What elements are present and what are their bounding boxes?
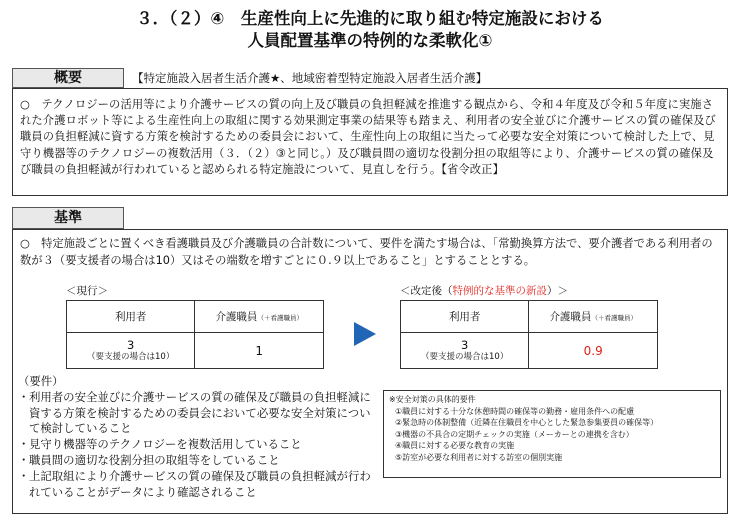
revised-staff-header: 介護職員（＋看護職員） — [529, 301, 658, 333]
requirement-item: ・ 職員間の適切な役割分担の取組等をしていること — [18, 452, 280, 467]
standard-tag: 基準 — [12, 207, 124, 229]
requirement-item: ・ 上記取組により介護サービスの質の確保及び職員の負担軽減が行われていることがデータにより確認されること — [18, 468, 371, 499]
safety-item: ④職員に対する必要な教育の実施 — [395, 441, 515, 451]
title-line-2: 人員配置基準の特例的な柔軟化① — [247, 31, 493, 50]
current-staff-header: 介護職員（＋看護職員） — [195, 301, 324, 333]
title-line-1: ３．（２）④ 生産性向上に先進的に取り組む特定施設における — [136, 9, 604, 28]
safety-item: ③機器の不具合の定期チェックの実施（メーカーとの連携を含む） — [395, 429, 634, 439]
overview-tag: 概要 — [12, 68, 124, 88]
revised-users-header: 利用者 — [401, 301, 529, 333]
safety-measures-box — [383, 390, 721, 478]
page-title — [0, 8, 740, 52]
requirements-heading: （要件） — [18, 374, 64, 388]
revised-users-value: 3 （要支援の場合は10） — [401, 333, 529, 369]
requirements-list — [18, 374, 373, 500]
safety-item: ②緊急時の体制整備（近隣在住職員を中心とした緊急参集要員の確保等） — [395, 418, 659, 428]
current-users-value: 3 （要支援の場合は10） — [67, 333, 195, 369]
safety-heading: ※安全対策の具体的要件 — [389, 395, 476, 404]
current-users-header: 利用者 — [67, 301, 195, 333]
safety-item: ⑤訪室が必要な利用者に対する訪室の個別実施 — [395, 452, 563, 462]
revised-label: ＜改定後（特例的な基準の新設）＞ — [400, 285, 568, 297]
standard-text: ○ 特定施設ごとに置くべき看護職員及び介護職員の合計数について、要件を満たす場合は、「常勤換算方法で、要介護者である利用者の数が３（要支援者の場合は10）又はその端数を増すごとに０.９以上であること」とすることとする。 — [20, 237, 713, 267]
revised-staff-value: 0.9 — [529, 333, 658, 369]
revised-ratio-table — [400, 300, 658, 369]
overview-text: ○ テクノロジーの活用等により介護サービスの質の向上及び職員の負担軽減を推進する観点から、令和４年度及び令和５年度に実施された介護ロボット等による生産性向上の取組に関する効果測定事業の結果等も踏まえ、利用者の安全並びに介護サービスの質の確保及び職員の負担軽減に資する方策を検討するための委員会において、生産性向上の取組に当たって必要な安全対策について検討した上で、見守り機器等のテクノロジーの複数活用（３．（２）③と同じ。）及び職員間の適切な役割分担の取組等により、介護サービスの質の確保及び職員の負担軽減が行われていると認められる特定施設について、見直しを行う。【省令改正】 — [20, 98, 716, 176]
right-arrow-icon — [354, 322, 376, 346]
current-staff-value: 1 — [195, 333, 324, 369]
requirement-item: ・ 見守り機器等のテクノロジーを複数活用していること — [18, 437, 302, 452]
service-categories: 【特定施設入居者生活介護★、地域密着型特定施設入居者生活介護】 — [132, 71, 488, 85]
current-label: ＜現行＞ — [66, 285, 108, 297]
current-ratio-table — [66, 300, 324, 369]
requirement-item: ・ 利用者の安全並びに介護サービスの質の確保及び職員の負担軽減に資する方策を検討するための委員会において必要な安全対策について検討していること — [18, 389, 371, 436]
safety-item: ①職員に対する十分な休憩時間の確保等の勤務・雇用条件への配慮 — [395, 406, 635, 416]
